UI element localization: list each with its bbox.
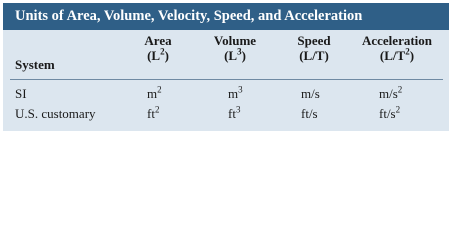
header-speed-unit: (L/T) xyxy=(299,48,329,63)
header-volume-name: Volume xyxy=(213,33,257,48)
header-divider xyxy=(10,79,443,80)
cell-area: $m^2$ xyxy=(147,84,162,101)
header-speed-name: Speed xyxy=(297,33,331,48)
table-title: Units of Area, Volume, Velocity, Speed, and Acceleration xyxy=(3,3,449,30)
header-area-name: Area xyxy=(144,33,172,48)
header-acceleration-name: Acceleration xyxy=(361,33,433,48)
header-volume-unit: $(L^3)$ xyxy=(224,46,246,63)
cell-volume: $m^3$ xyxy=(228,84,243,101)
cell-volume: $ft^3$ xyxy=(228,104,241,121)
header-acceleration-unit: $(L/T^2)$ xyxy=(379,46,415,63)
cell-acceleration: $m/s^2$ xyxy=(379,84,403,101)
header-system: System xyxy=(15,57,55,72)
header-area xyxy=(123,33,193,63)
table-header xyxy=(3,33,449,79)
table-row xyxy=(3,85,449,103)
row-system: SI xyxy=(15,86,27,101)
cell-speed: ft/s xyxy=(301,106,318,121)
header-acceleration xyxy=(349,33,445,63)
header-speed xyxy=(279,33,349,63)
header-area-unit: $(L^2)$ xyxy=(147,46,169,63)
cell-speed: m/s xyxy=(301,86,320,101)
table-row xyxy=(3,105,449,123)
cell-acceleration: $ft/s^2$ xyxy=(379,104,401,121)
row-system: U.S. customary xyxy=(15,106,96,121)
units-table xyxy=(3,3,449,131)
cell-area: $ft^2$ xyxy=(147,104,160,121)
header-volume xyxy=(200,33,270,63)
